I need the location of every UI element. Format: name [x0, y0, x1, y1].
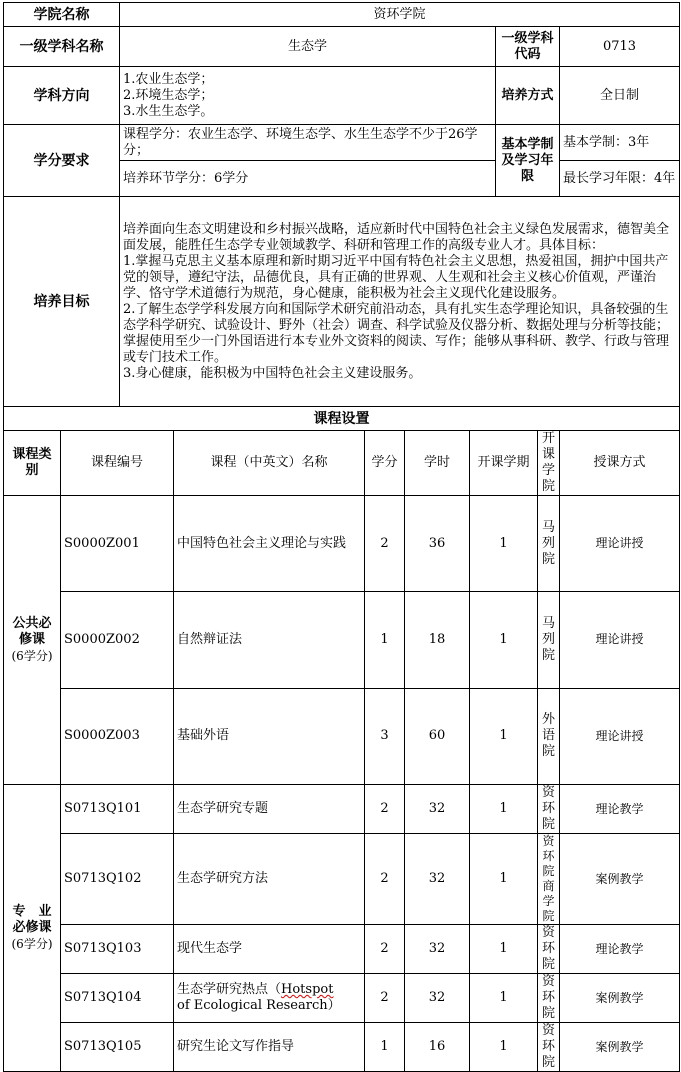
course-hours: 16: [405, 1023, 470, 1072]
course-credit: 2: [365, 785, 405, 834]
training-mode-value: 全日制: [560, 67, 680, 125]
course-college: 资环院: [538, 925, 560, 974]
col-header-name: 课程（中英文）名称: [174, 431, 365, 496]
public-category-label: 公共必修课: [12, 616, 52, 647]
training-mode-label: 培养方式: [496, 67, 560, 125]
col-header-code: 课程编号: [61, 431, 174, 496]
course-code: S0713Q101: [61, 785, 174, 834]
discipline-label: 一级学科名称: [4, 27, 120, 67]
direction-label: 学科方向: [4, 67, 120, 125]
goal-paragraph: 2.了解生态学学科发展方向和国际学术研究前沿动态，具有扎实生态学理论知识，具备较强的生态学科学研究、试验设计、野外（社会）调查、科学试验及仪器分析、数据处理与分析等技能；掌握使用至少一门外国语进行本专业外文资料的阅读、写作；能够从事科研、教学、行政与管理或专门技术工作。: [123, 301, 670, 365]
course-term: 1: [470, 925, 538, 974]
course-method: 理论讲授: [560, 496, 680, 592]
max-years-text: 最长学习年限：4年: [560, 161, 680, 197]
major-category-label-2: 必修课: [12, 920, 52, 935]
course-code: S0713Q105: [61, 1023, 174, 1072]
goal-paragraph: 1.掌握马克思主义基本原理和新时期习近平中国有特色社会主义思想，热爱祖国，拥护中国共产党的领导，遵纪守法，品德优良，具有正确的世界观、人生观和社会主义核心价值观，严谨治学、恪守学术道德行为规范，身心健康，能积极为社会主义现代化建设服务。: [123, 253, 669, 301]
course-method: 理论讲授: [560, 688, 680, 784]
course-code: S0713Q104: [61, 974, 174, 1023]
goal-label: 培养目标: [4, 197, 120, 407]
course-hours: 32: [405, 785, 470, 834]
course-method: 案例教学: [560, 974, 680, 1023]
col-header-category: 课程类别: [4, 431, 61, 496]
course-method: 理论讲授: [560, 592, 680, 688]
course-code: S0713Q102: [61, 834, 174, 925]
course-credit: 2: [365, 925, 405, 974]
course-credit: 2: [365, 834, 405, 925]
course-college: 外语院: [538, 688, 560, 784]
course-code: S0000Z001: [61, 496, 174, 592]
course-method: 理论教学: [560, 925, 680, 974]
course-credit: 1: [365, 592, 405, 688]
direction-item: 1.农业生态学；: [123, 71, 214, 87]
course-credit: 3: [365, 688, 405, 784]
course-hours: 32: [405, 834, 470, 925]
course-term: 1: [470, 592, 538, 688]
course-college: 资环院商学院: [538, 834, 560, 925]
course-code: S0000Z002: [61, 592, 174, 688]
col-header-college: 开课学院: [538, 431, 560, 496]
course-hours: 18: [405, 592, 470, 688]
course-hours: 32: [405, 925, 470, 974]
course-college: 资环院: [538, 974, 560, 1023]
discipline-value: 生态学: [120, 27, 496, 67]
table-row: [4, 496, 680, 592]
goal-paragraph: 3.身心健康，能积极为中国特色社会主义建设服务。: [123, 365, 422, 381]
discipline-code-label: 一级学科代码: [496, 27, 560, 67]
course-code: S0713Q103: [61, 925, 174, 974]
curriculum-table: [3, 2, 680, 1072]
public-category-credits: (6学分): [11, 649, 53, 663]
table-row: [4, 688, 680, 784]
table-row: [4, 974, 680, 1023]
course-name-en-2: of Ecological Research）: [177, 998, 341, 1013]
credits-label: 学分要求: [4, 125, 120, 197]
goal-text: [120, 197, 680, 407]
table-row: [4, 925, 680, 974]
col-header-term: 开课学期: [470, 431, 538, 496]
course-term: 1: [470, 785, 538, 834]
course-method: 理论教学: [560, 785, 680, 834]
col-header-credit: 学分: [365, 431, 405, 496]
course-name: 研究生论文写作指导: [174, 1023, 365, 1072]
course-credit: 2: [365, 496, 405, 592]
course-section-title: 课程设置: [4, 407, 680, 431]
course-credits-text: 课程学分：农业生态学、环境生态学、水生生态学不少于26学分；: [120, 125, 496, 161]
course-credit: 2: [365, 974, 405, 1023]
duration-label: 基本学制及学习年限: [496, 125, 560, 197]
course-name: 基础外语: [174, 688, 365, 784]
discipline-code-value: 0713: [560, 27, 680, 67]
direction-item: 3.水生生态学。: [123, 103, 214, 119]
direction-list: [120, 67, 496, 125]
direction-item: 2.环境生态学；: [123, 87, 214, 103]
course-term: 1: [470, 834, 538, 925]
course-name: 现代生态学: [174, 925, 365, 974]
table-row: [4, 592, 680, 688]
course-college: 资环院: [538, 1023, 560, 1072]
basic-years-text: 基本学制：3年: [560, 125, 680, 161]
course-code: S0000Z003: [61, 688, 174, 784]
major-category-label: 专 业: [12, 904, 52, 919]
public-category-cell: [4, 496, 61, 785]
course-credit: 1: [365, 1023, 405, 1072]
course-term: 1: [470, 496, 538, 592]
col-header-hours: 学时: [405, 431, 470, 496]
course-hours: 60: [405, 688, 470, 784]
course-college: 资环院: [538, 785, 560, 834]
course-term: 1: [470, 688, 538, 784]
course-college: 马列院: [538, 592, 560, 688]
college-label: 学院名称: [4, 3, 120, 27]
course-method: 案例教学: [560, 1023, 680, 1072]
course-term: 1: [470, 974, 538, 1023]
table-row: [4, 1023, 680, 1072]
course-method: 案例教学: [560, 834, 680, 925]
major-category-credits: (6学分): [11, 937, 53, 951]
college-value: 资环学院: [120, 3, 680, 27]
course-name-en: Hotspot: [281, 982, 334, 997]
table-row: [4, 785, 680, 834]
major-category-cell: [4, 785, 61, 1072]
course-college: 马列院: [538, 496, 560, 592]
course-name: 自然辩证法: [174, 592, 365, 688]
course-name: 生态学研究专题: [174, 785, 365, 834]
col-header-method: 授课方式: [560, 431, 680, 496]
training-credits-text: 培养环节学分：6学分: [120, 161, 496, 197]
course-hours: 32: [405, 974, 470, 1023]
course-term: 1: [470, 1023, 538, 1072]
course-name: 生态学研究方法: [174, 834, 365, 925]
goal-paragraph: 培养面向生态文明建设和乡村振兴战略，适应新时代中国特色社会主义绿色发展需求，德智美全面发展，能胜任生态学专业领域教学、科研和管理工作的高级专业人才。具体目标：: [123, 221, 670, 253]
course-name-cn: 生态学研究热点（: [177, 982, 282, 997]
course-hours: 36: [405, 496, 470, 592]
curriculum-document: [3, 2, 679, 1072]
table-row: [4, 834, 680, 925]
course-name: 中国特色社会主义理论与实践: [174, 496, 365, 592]
course-name: [174, 974, 365, 1023]
